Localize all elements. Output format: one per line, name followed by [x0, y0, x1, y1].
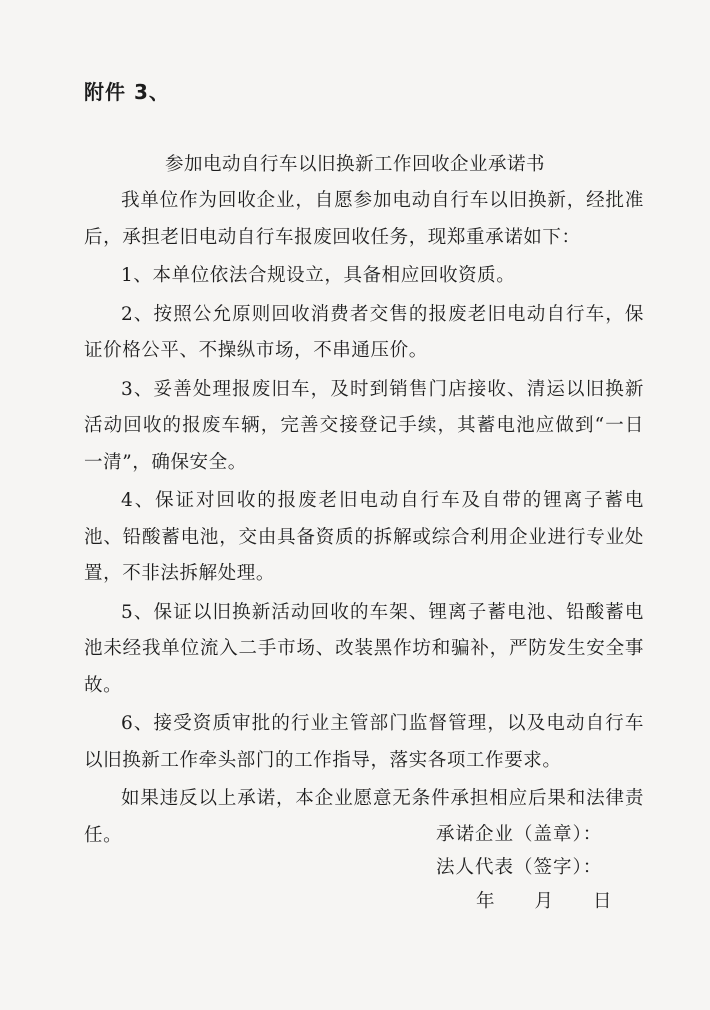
company-seal-line: 承诺企业（盖章）： — [436, 824, 603, 845]
date-month-label: 月 — [534, 891, 554, 912]
date-day-label: 日 — [593, 891, 612, 912]
commitment-item-6: 6、接受资质审批的行业主管部门监督管理，以及电动自行车以旧换新工作牵头部门的工作指导，落实各项工作要求。 — [84, 713, 644, 771]
date-year-label: 年 — [476, 891, 495, 912]
attachment-label: 附件 3、 — [84, 80, 170, 104]
liability-paragraph: 如果违反以上承诺，本企业愿意无条件承担相应后果和法律责任。 — [84, 788, 644, 846]
commitment-item-1: 1、本单位依法合规设立，具备相应回收资质。 — [121, 265, 516, 286]
document-body — [84, 183, 644, 856]
date-line — [476, 887, 612, 913]
commitment-item-3: 3、妥善处理报废旧车，及时到销售门店接收、清运以旧换新活动回收的报废车辆，完善交接登记手续，其蓄电池应做到“一日一清”，确保安全。 — [84, 378, 644, 473]
document-title: 参加电动自行车以旧换新工作回收企业承诺书 — [164, 154, 545, 175]
legal-representative-line: 法人代表（签字）： — [436, 857, 603, 878]
intro-paragraph: 我单位作为回收企业，自愿参加电动自行车以旧换新，经批准后，承担老旧电动自行车报废回收任务，现郑重承诺如下： — [84, 190, 644, 248]
commitment-item-5: 5、保证以旧换新活动回收的车架、锂离子蓄电池、铅酸蓄电池未经我单位流入二手市场、改装黑作坊和骗补，严防发生安全事故。 — [84, 601, 644, 696]
commitment-item-2: 2、按照公允原则回收消费者交售的报废老旧电动自行车，保证价格公平、不操纵市场，不串通压价。 — [84, 303, 644, 361]
commitment-item-4: 4、保证对回收的报废老旧电动自行车及自带的锂离子蓄电池、铅酸蓄电池，交由具备资质的拆解或综合利用企业进行专业处置，不非法拆解处理。 — [84, 490, 644, 584]
